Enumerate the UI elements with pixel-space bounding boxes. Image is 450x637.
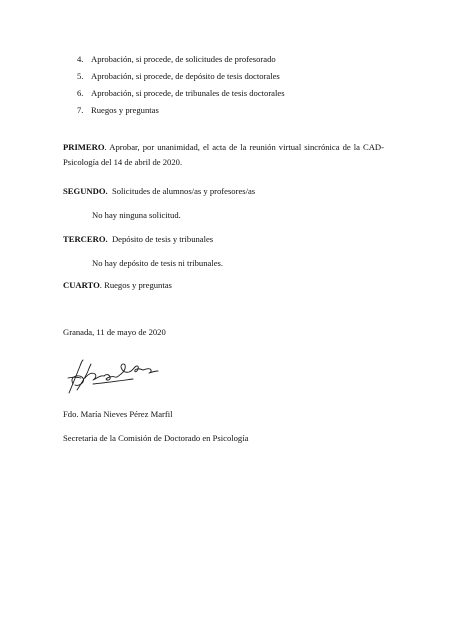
resolution-heading: CUARTO [63, 280, 100, 290]
resolution-primero [63, 140, 384, 170]
resolution-tercero [63, 232, 384, 247]
agenda-item-number: 6. [77, 88, 84, 98]
signature-stroke [68, 377, 81, 378]
agenda-item-text: Aprobación, si procede, de solicitudes de profesorado [91, 54, 276, 64]
resolution-heading: TERCERO. [63, 234, 108, 244]
agenda-item [77, 51, 285, 68]
agenda-item [77, 68, 285, 85]
agenda-item-number: 7. [77, 105, 84, 115]
resolution-text: . Aprobar, por unanimidad, el acta de la reunión virtual sincrónica de la CAD-Psicología del 14 de abril de 2020. [63, 142, 384, 167]
agenda-item-text: Aprobación, si procede, de depósito de tesis doctorales [91, 71, 280, 81]
signer-name: Fdo. María Nieves Pérez Marfil [63, 409, 173, 419]
signer-role: Secretaria de la Comisión de Doctorado en Psicología [63, 433, 249, 443]
agenda-item [77, 102, 285, 119]
agenda-list [77, 51, 285, 119]
place-date: Granada, 11 de mayo de 2020 [63, 327, 166, 337]
resolution-text: Depósito de tesis y tribunales [107, 234, 214, 244]
agenda-item-number: 4. [77, 54, 84, 64]
resolution-segundo [63, 184, 384, 199]
agenda-item-number: 5. [77, 71, 84, 81]
resolution-cuarto [63, 278, 384, 293]
signature-stroke [104, 374, 121, 380]
signature-stroke [85, 373, 104, 380]
resolution-note: No hay ninguna solicitud. [92, 210, 181, 220]
signature-stroke [143, 369, 158, 373]
agenda-item-text: Aprobación, si procede, de tribunales de tesis doctorales [91, 88, 285, 98]
resolution-heading: SEGUNDO. [63, 186, 108, 196]
resolution-note: No hay depósito de tesis ni tribunales. [92, 258, 224, 268]
agenda-item [77, 85, 285, 102]
handwritten-signature-icon [63, 354, 165, 396]
agenda-item-text: Ruegos y preguntas [91, 105, 159, 115]
resolution-heading: PRIMERO [63, 142, 105, 152]
resolution-text: . Ruegos y preguntas [99, 280, 172, 290]
signature-stroke [135, 366, 143, 372]
signature-strokes [68, 360, 158, 393]
resolution-text: Solicitudes de alumnos/as y profesores/as [107, 186, 256, 196]
signature-stroke [93, 379, 133, 384]
signature-stroke [121, 364, 135, 374]
